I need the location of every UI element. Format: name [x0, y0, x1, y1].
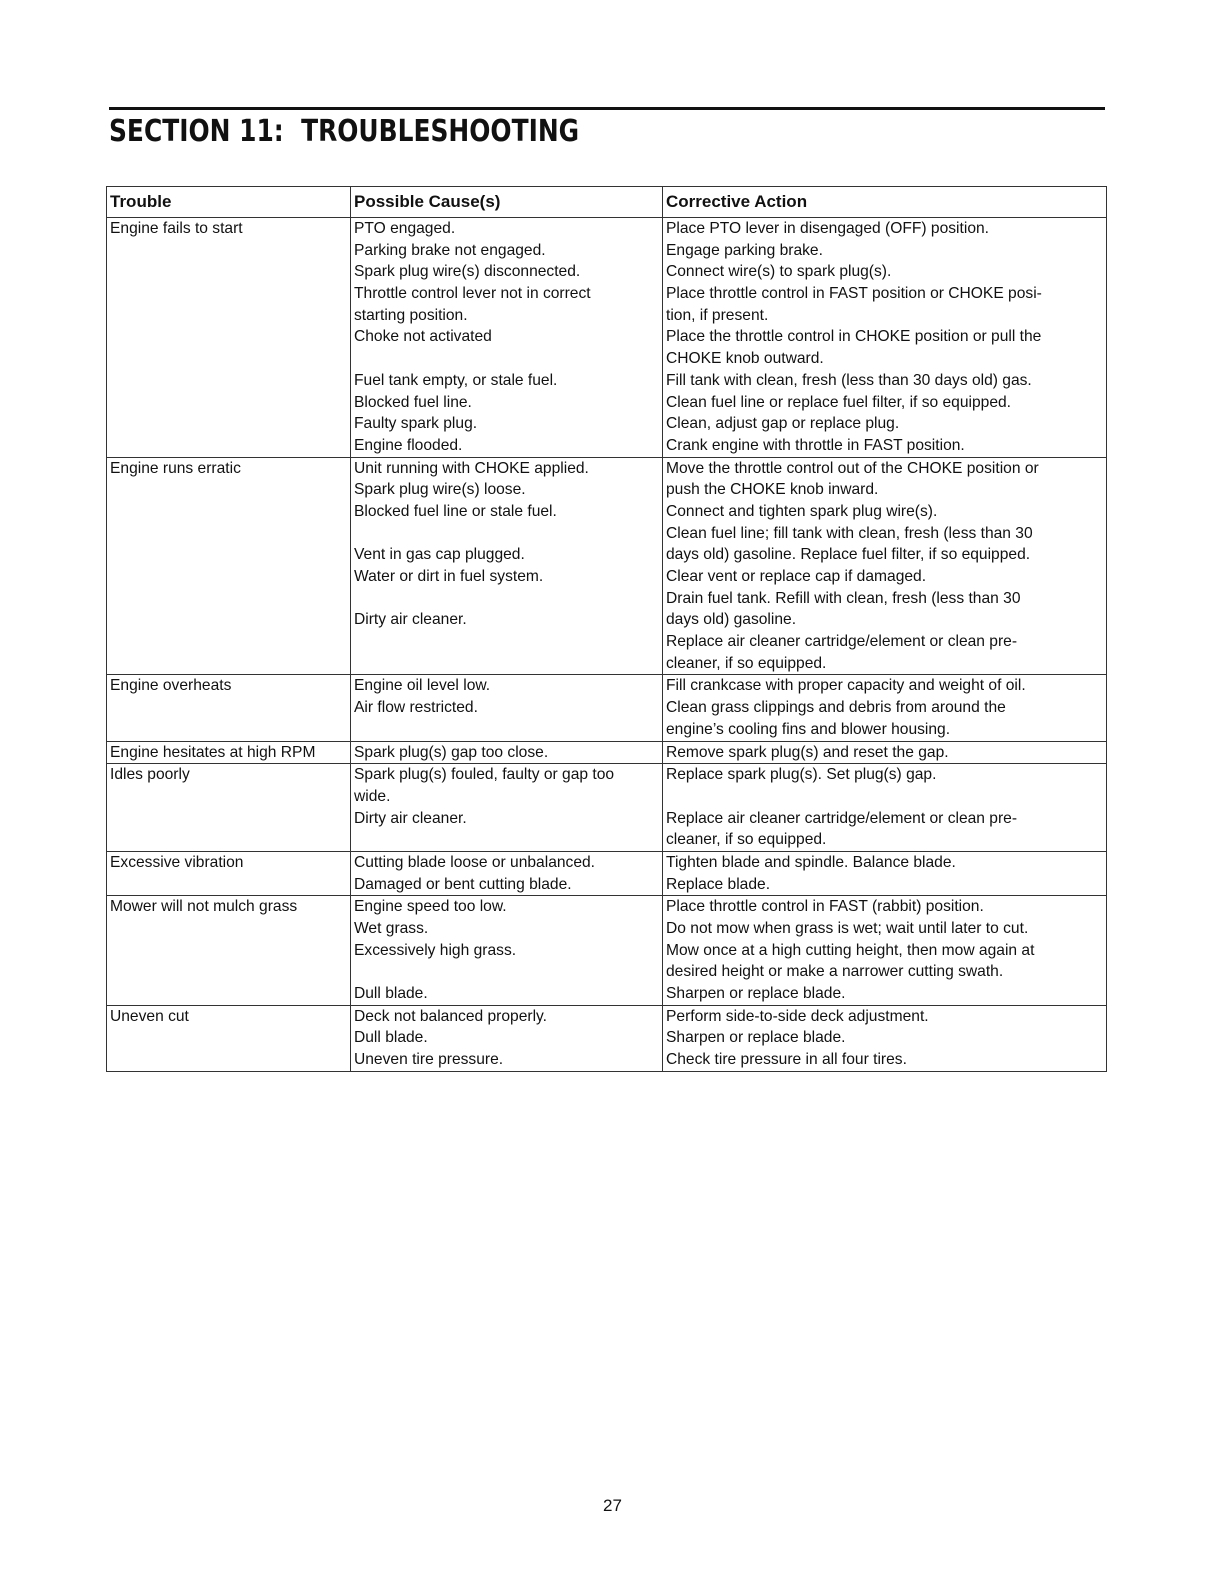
- trouble-text: [110, 435, 347, 457]
- cause-text: Excessively high grass.: [354, 941, 517, 959]
- header-corrective-action: Corrective Action: [663, 187, 1107, 218]
- action-text: Crank engine with throttle in FAST position.: [666, 436, 965, 454]
- table-row: [107, 896, 1107, 1005]
- page-number: 27: [603, 1496, 622, 1515]
- action-text: Fill tank with clean, fresh (less than 30 days old) gas.: [666, 371, 1032, 389]
- action-text: [666, 786, 1103, 808]
- action-text: Tighten blade and spindle. Balance blade.: [666, 853, 956, 871]
- table-row: [107, 1005, 1107, 1071]
- cause-text: Engine oil level low.: [354, 677, 491, 695]
- trouble-text: [110, 501, 347, 523]
- cause-text: [354, 653, 659, 675]
- trouble-text: Engine fails to start: [110, 220, 243, 237]
- table-row: [107, 764, 1107, 852]
- cause-cell: [351, 896, 663, 1005]
- trouble-text: [110, 961, 347, 983]
- cause-text: [354, 523, 659, 545]
- trouble-text: [110, 261, 347, 283]
- action-text: Mow once at a high cutting height, then mow again at: [666, 941, 1035, 959]
- action-cell: [663, 896, 1107, 1005]
- section-title: SECTION 11: TROUBLESHOOTING: [109, 114, 580, 149]
- cause-cell: [351, 1005, 663, 1071]
- header-trouble: Trouble: [107, 187, 351, 218]
- trouble-text: Mower will not mulch grass: [110, 898, 298, 916]
- trouble-text: [110, 631, 347, 653]
- action-text: Engage parking brake.: [666, 241, 823, 259]
- cause-text: Dull blade.: [354, 1029, 428, 1047]
- cause-text: Blocked fuel line or stale fuel.: [354, 502, 557, 520]
- trouble-text: [110, 348, 347, 370]
- cause-text: Choke not activated: [354, 328, 492, 346]
- cause-text: Spark plug(s) gap too close.: [354, 743, 549, 761]
- trouble-text: Uneven cut: [110, 1007, 189, 1025]
- trouble-cell: [107, 1005, 351, 1071]
- action-text: days old) gasoline.: [666, 611, 797, 629]
- action-text: Replace spark plug(s). Set plug(s) gap.: [666, 766, 937, 784]
- cause-text: Throttle control lever not in correct: [354, 285, 591, 303]
- cause-text: Damaged or bent cutting blade.: [354, 875, 572, 893]
- cause-text: [354, 829, 659, 851]
- cause-cell: [351, 675, 663, 741]
- action-text: Clean, adjust gap or replace plug.: [666, 415, 900, 433]
- cause-text: Spark plug wire(s) disconnected.: [354, 263, 581, 281]
- cause-text: wide.: [354, 787, 391, 805]
- action-text: Connect wire(s) to spark plug(s).: [666, 263, 892, 281]
- trouble-text: [110, 326, 347, 348]
- action-text: Clean fuel line or replace fuel filter, if so equipped.: [666, 393, 1012, 411]
- trouble-text: [110, 1049, 347, 1071]
- trouble-text: [110, 940, 347, 962]
- cause-cell: [351, 457, 663, 675]
- action-text: CHOKE knob outward.: [666, 350, 824, 368]
- cause-text: Faulty spark plug.: [354, 415, 478, 433]
- top-rule: [109, 107, 1105, 110]
- action-text: Fill crankcase with proper capacity and weight of oil.: [666, 677, 1026, 695]
- action-cell: [663, 764, 1107, 852]
- cause-text: Wet grass.: [354, 920, 429, 937]
- trouble-text: Engine overheats: [110, 677, 232, 695]
- action-text: Drain fuel tank. Refill with clean, fresh (less than 30: [666, 589, 1021, 607]
- action-text: Replace air cleaner cartridge/element or clean pre-: [666, 809, 1018, 827]
- cause-cell: [351, 741, 663, 764]
- action-cell: [663, 675, 1107, 741]
- trouble-cell: [107, 741, 351, 764]
- action-cell: [663, 1005, 1107, 1071]
- cause-text: Spark plug(s) fouled, faulty or gap too: [354, 766, 615, 784]
- action-cell: [663, 218, 1107, 458]
- trouble-text: [110, 283, 347, 305]
- header-row: [107, 187, 1107, 218]
- trouble-text: [110, 523, 347, 545]
- trouble-text: [110, 240, 347, 262]
- trouble-text: [110, 874, 347, 896]
- table-row: [107, 675, 1107, 741]
- action-text: Connect and tighten spark plug wire(s).: [666, 502, 938, 520]
- trouble-cell: [107, 896, 351, 1005]
- table-row: [107, 218, 1107, 458]
- cause-text: Engine speed too low.: [354, 898, 507, 916]
- cause-text: [354, 719, 659, 741]
- action-cell: [663, 851, 1107, 895]
- trouble-text: [110, 392, 347, 414]
- trouble-text: [110, 566, 347, 588]
- action-text: Clear vent or replace cap if damaged.: [666, 568, 927, 585]
- action-cell: [663, 457, 1107, 675]
- trouble-cell: [107, 675, 351, 741]
- cause-text: Air flow restricted.: [354, 699, 478, 717]
- action-cell: [663, 741, 1107, 764]
- cause-text: Vent in gas cap plugged.: [354, 546, 525, 564]
- action-text: cleaner, if so equipped.: [666, 831, 827, 849]
- cause-text: [354, 348, 659, 370]
- troubleshooting-table: [106, 186, 1107, 1072]
- trouble-text: [110, 544, 347, 566]
- action-text: Sharpen or replace blade.: [666, 985, 846, 1003]
- action-text: engine’s cooling fins and blower housing.: [666, 720, 951, 738]
- cause-text: Spark plug wire(s) loose.: [354, 481, 526, 499]
- action-text: Place throttle control in FAST (rabbit) position.: [666, 898, 984, 916]
- table-row: [107, 851, 1107, 895]
- action-text: Sharpen or replace blade.: [666, 1029, 846, 1047]
- trouble-text: [110, 413, 347, 435]
- trouble-text: Idles poorly: [110, 766, 190, 784]
- cause-text: Blocked fuel line.: [354, 393, 472, 411]
- trouble-text: [110, 719, 347, 741]
- header-possible-causes: Possible Cause(s): [351, 187, 663, 218]
- trouble-text: [110, 479, 347, 501]
- table-body: [107, 218, 1107, 1072]
- action-text: cleaner, if so equipped.: [666, 654, 827, 672]
- action-text: Check tire pressure in all four tires.: [666, 1051, 907, 1069]
- action-text: Replace air cleaner cartridge/element or clean pre-: [666, 633, 1018, 651]
- action-text: Place throttle control in FAST position or CHOKE posi-: [666, 285, 1042, 303]
- trouble-text: [110, 786, 347, 808]
- cause-text: Cutting blade loose or unbalanced.: [354, 853, 596, 871]
- cause-text: Dirty air cleaner.: [354, 809, 467, 827]
- trouble-text: [110, 697, 347, 719]
- trouble-text: Engine runs erratic: [110, 459, 241, 477]
- action-text: desired height or make a narrower cutting swath.: [666, 963, 1004, 981]
- trouble-text: [110, 808, 347, 830]
- trouble-text: [110, 829, 347, 851]
- trouble-text: [110, 918, 347, 940]
- trouble-text: [110, 588, 347, 610]
- cause-cell: [351, 218, 663, 458]
- action-text: tion, if present.: [666, 306, 769, 324]
- trouble-cell: [107, 764, 351, 852]
- cause-text: [354, 961, 659, 983]
- trouble-cell: [107, 457, 351, 675]
- action-text: Perform side-to-side deck adjustment.: [666, 1007, 929, 1025]
- action-text: Remove spark plug(s) and reset the gap.: [666, 743, 949, 761]
- cause-text: Dirty air cleaner.: [354, 611, 467, 629]
- cause-text: Parking brake not engaged.: [354, 241, 546, 259]
- trouble-text: Excessive vibration: [110, 853, 244, 871]
- action-text: Clean fuel line; fill tank with clean, fresh (less than 30: [666, 524, 1033, 542]
- trouble-text: [110, 370, 347, 392]
- cause-text: [354, 588, 659, 610]
- table-row: [107, 457, 1107, 675]
- cause-text: Deck not balanced properly.: [354, 1007, 548, 1025]
- action-text: days old) gasoline. Replace fuel filter, if so equipped.: [666, 546, 1031, 564]
- table-header: [107, 187, 1107, 218]
- action-text: Place the throttle control in CHOKE position or pull the: [666, 328, 1042, 346]
- cause-text: starting position.: [354, 306, 468, 324]
- cause-text: Water or dirt in fuel system.: [354, 568, 544, 585]
- trouble-cell: [107, 218, 351, 458]
- cause-text: Fuel tank empty, or stale fuel.: [354, 371, 558, 389]
- trouble-text: [110, 1027, 347, 1049]
- action-text: Replace blade.: [666, 875, 771, 893]
- action-text: push the CHOKE knob inward.: [666, 481, 879, 499]
- cause-text: [354, 631, 659, 653]
- trouble-cell: [107, 851, 351, 895]
- action-text: Place PTO lever in disengaged (OFF) position.: [666, 220, 989, 237]
- action-text: Clean grass clippings and debris from around the: [666, 699, 1006, 717]
- cause-cell: [351, 764, 663, 852]
- action-text: Do not mow when grass is wet; wait until later to cut.: [666, 920, 1029, 937]
- table-row: [107, 741, 1107, 764]
- cause-text: Dull blade.: [354, 985, 428, 1003]
- action-text: Move the throttle control out of the CHOKE position or: [666, 459, 1039, 477]
- cause-text: Unit running with CHOKE applied.: [354, 459, 589, 477]
- trouble-text: [110, 983, 347, 1005]
- cause-text: Engine flooded.: [354, 436, 463, 454]
- cause-text: Uneven tire pressure.: [354, 1051, 504, 1069]
- trouble-text: [110, 653, 347, 675]
- cause-text: PTO engaged.: [354, 220, 456, 237]
- trouble-text: Engine hesitates at high RPM: [110, 743, 316, 761]
- trouble-text: [110, 305, 347, 327]
- trouble-text: [110, 609, 347, 631]
- cause-cell: [351, 851, 663, 895]
